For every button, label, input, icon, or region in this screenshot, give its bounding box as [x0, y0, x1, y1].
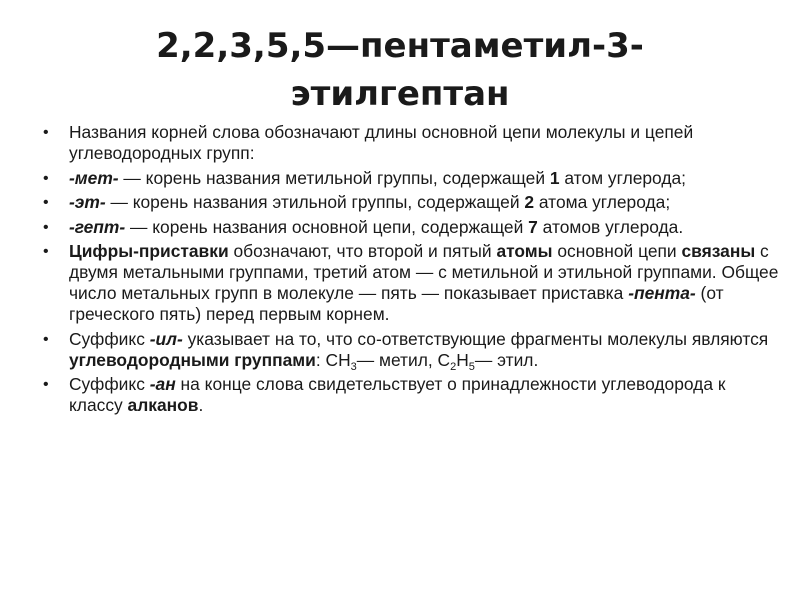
- item-text: Суффикс: [69, 374, 150, 394]
- item-text: (от греческого пять) перед первым корнем.: [69, 283, 724, 324]
- item-text: атом углерода;: [559, 167, 687, 188]
- item-text: с двумя метальными группами, третий атом — с метильной и этильной группами. Общее число метальных групп в молекуле — пять — показывает приставка: [69, 241, 779, 303]
- atom-count: 2: [524, 192, 535, 212]
- subscript: 2: [450, 360, 457, 373]
- title-line-2: этилгептан: [290, 74, 510, 114]
- page-title: [40, 22, 760, 118]
- title-line-1: 2,2,3,5,5—пентаметил-3-: [156, 26, 644, 66]
- subscript: 3: [350, 360, 357, 373]
- list-item: [40, 192, 780, 213]
- item-text: — корень названия метильной группы, содержащей: [118, 167, 550, 188]
- bold-term: Цифры-приставки: [69, 241, 229, 261]
- item-text: — корень названия основной цепи, содержащей: [125, 216, 529, 237]
- prefix-term: -пента-: [628, 283, 696, 303]
- formula-text: — метил, C: [356, 349, 451, 370]
- item-text: Суффикс: [69, 328, 150, 349]
- root-term: -гепт-: [69, 216, 126, 237]
- bullet-icon: •: [43, 169, 49, 187]
- bullet-icon: •: [43, 124, 49, 141]
- bullet-icon: •: [43, 194, 49, 211]
- item-text: на конце слова свидетельствует о принадлежности углеводорода к классу: [69, 374, 726, 415]
- bold-term: атомы: [496, 241, 553, 261]
- list-item: [40, 168, 780, 189]
- formula-text: H: [456, 349, 469, 370]
- item-text: основной цепи: [552, 241, 682, 261]
- list-item: [40, 374, 780, 416]
- item-text: атома углерода;: [534, 192, 671, 212]
- root-term: -мет-: [69, 167, 119, 188]
- list-item: [40, 241, 780, 325]
- item-text: — корень названия этильной группы, содержащей: [105, 192, 525, 212]
- list-item: [40, 217, 780, 238]
- bullet-icon: •: [43, 330, 49, 348]
- suffix-term: -ил-: [149, 328, 183, 349]
- bold-term: углеводородными группами: [69, 349, 316, 370]
- atom-count: 7: [528, 216, 538, 237]
- list-item: [40, 122, 780, 164]
- item-text: обозначают, что второй и пятый: [228, 241, 497, 261]
- formula-text: — этил.: [474, 349, 539, 370]
- item-text: .: [198, 395, 204, 415]
- list-item: [40, 329, 780, 371]
- bold-term: алканов: [127, 395, 199, 415]
- bullet-icon: •: [43, 218, 49, 236]
- formula-text: : CH: [315, 349, 351, 370]
- subscript: 5: [468, 360, 475, 373]
- item-text: Названия корней слова обозначают длины основной цепи молекулы и цепей углеводородных групп:: [69, 122, 694, 163]
- atom-count: 1: [549, 167, 560, 188]
- item-text: указывает на то, что со-ответствующие фрагменты молекулы являются: [182, 328, 769, 349]
- bold-term: связаны: [681, 241, 756, 261]
- bullet-list: [40, 122, 780, 420]
- suffix-term: -ан: [149, 374, 176, 394]
- bullet-icon: •: [43, 243, 49, 260]
- bullet-icon: •: [43, 376, 49, 393]
- root-term: -эт-: [69, 192, 106, 212]
- item-text: атомов углерода.: [537, 216, 684, 237]
